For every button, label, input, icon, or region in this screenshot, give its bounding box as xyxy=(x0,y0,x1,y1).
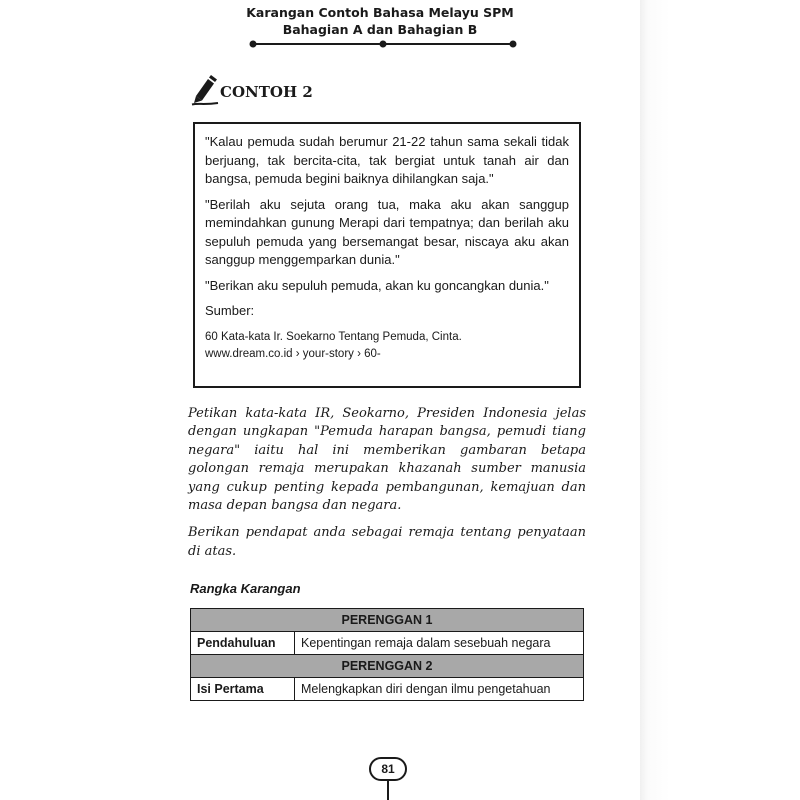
quote-1: "Kalau pemuda sudah berumur 21-22 tahun sama sekali tidak berjuang, tak bercita-cita, tak bergiat untuk tanah air dan bangsa, pemuda begini baiknya dihilangkan saja." xyxy=(205,134,569,186)
quote-box xyxy=(193,122,581,388)
source-label: Sumber: xyxy=(205,303,255,318)
header-divider xyxy=(248,38,518,50)
example-title: CONTOH 2 xyxy=(220,83,313,101)
section-heading: PERENGGAN 2 xyxy=(191,655,584,678)
header-line-1: Karangan Contoh Bahasa Melayu SPM xyxy=(246,5,514,20)
source-title: 60 Kata-kata Ir. Soekarno Tentang Pemuda, Cinta. xyxy=(205,330,462,343)
section-heading: PERENGGAN 1 xyxy=(191,609,584,632)
source-url: www.dream.co.id › your-story › 60- xyxy=(205,348,381,360)
outline-table xyxy=(190,608,584,701)
row-label: Pendahuluan xyxy=(191,632,295,655)
page-number-stem xyxy=(387,781,389,800)
row-content: Kepentingan remaja dalam sesebuah negara xyxy=(295,632,584,655)
table-row xyxy=(191,655,584,678)
outline-title: Rangka Karangan xyxy=(190,581,301,596)
row-label: Isi Pertama xyxy=(191,678,295,701)
table-row xyxy=(191,609,584,632)
body-paragraph-2: Berikan pendapat anda sebagai remaja tentang penyataan di atas. xyxy=(188,525,586,559)
pencil-icon xyxy=(190,74,220,106)
question-text xyxy=(188,405,586,570)
table-row xyxy=(191,678,584,701)
body-paragraph-1: Petikan kata-kata IR, Seokarno, Presiden Indonesia jelas dengan ungkapan "Pemuda harapan bangsa, pemudi tiang negara" iaitu hal ini memberikan gambaran betapa golongan remaja merupakan khazanah sumber manusia yang cukup penting kepada pembangunan, kemajuan dan masa depan bangsa dan negara. xyxy=(188,406,586,514)
page-edge-shadow xyxy=(640,0,800,800)
header-line-2: Bahagian A dan Bahagian B xyxy=(282,22,478,37)
row-content: Melengkapkan diri dengan ilmu pengetahuan xyxy=(295,678,584,701)
page-number: 81 xyxy=(369,757,407,781)
running-header xyxy=(230,4,530,38)
quote-2: "Berilah aku sejuta orang tua, maka aku akan sanggup memindahkan gunung Merapi dari tempatnya; dan berilah aku sepuluh pemuda yang bersemangat besar, niscaya aku akan sanggup menggemparkan dunia." xyxy=(205,196,569,267)
quote-3: "Berikan aku sepuluh pemuda, akan ku goncangkan dunia." xyxy=(205,277,549,293)
table-row xyxy=(191,632,584,655)
